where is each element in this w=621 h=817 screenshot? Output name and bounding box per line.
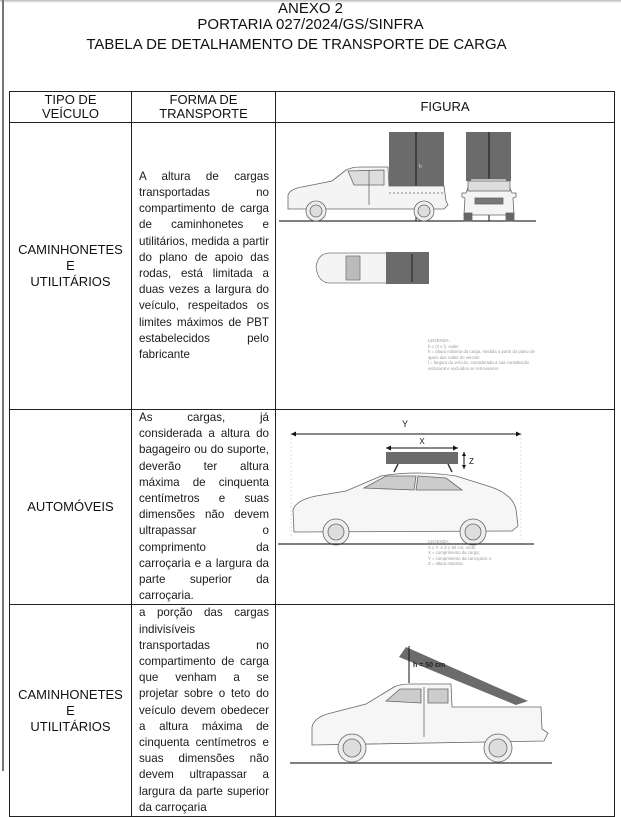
- dim-label-h: h = 50 cm: [413, 662, 446, 670]
- transport-rule-text: a porção das cargas indivisíveis transportadas no compartimento de carga que venham a se projetar sobre o teto do veículo devem obedecer a altura máxima de cinquenta centímetros e suas dimensões não devem ultrapassar a largura da parte superior da carroçaria: [139, 606, 269, 814]
- transport-rule-cell: [132, 123, 276, 410]
- header-tipo-line2: VEÍCULO: [41, 106, 100, 121]
- legend-line: LEGENDA:: [428, 338, 450, 343]
- transport-rule-text: As cargas, já considerada a altura do bagageiro ou do suporte, deverão ter altura máxima de cinquenta centímetros e suas dimensões não devem ultrapassar o comprimento da carroçaria e a largura da parte superior da carroçaria.: [139, 411, 269, 603]
- vehicle-type-cell: [10, 123, 132, 410]
- table-title: TABELA DE DETALHAMENTO DE TRANSPORTE DE CARGA: [86, 36, 507, 53]
- legend-line: LEGENDA:: [428, 539, 450, 544]
- header-tipo-de-veiculo: [10, 92, 132, 123]
- figure-cell: [276, 605, 615, 817]
- legend-line: Y = comprimento da carroçaria; e: [428, 555, 492, 561]
- figure-cell: [276, 410, 615, 605]
- legend-line: h = altura máxima da carga, medida a partir do plano de apoio das rodas do veículo: [428, 349, 535, 360]
- vehicle-type-cell: [10, 605, 132, 817]
- vehicle-type-line: UTILITÁRIOS: [30, 718, 111, 734]
- vehicle-type-line: UTILITÁRIOS: [30, 274, 111, 289]
- dim-label-y: Y: [401, 419, 409, 430]
- legend-line: X ≤ Y; e Z ≤ 50 cm; onde:: [428, 544, 477, 550]
- header-forma-de-transporte: [132, 92, 276, 123]
- figure-cell: [276, 123, 615, 410]
- pickup-front-view: [462, 179, 516, 221]
- vehicle-type-line: E: [66, 258, 75, 273]
- vehicle-type-line: E: [66, 702, 75, 718]
- roof-cargo-block: [386, 452, 458, 464]
- table-row: [10, 605, 615, 817]
- figure-legend: [428, 539, 538, 567]
- header-forma-line2: TRANSPORTE: [159, 106, 248, 121]
- table-row: [10, 410, 615, 605]
- vehicle-type-cell: [10, 410, 132, 605]
- header-forma-line1: FORMA DE: [169, 92, 238, 107]
- dim-label-x: X: [419, 437, 425, 447]
- pickup-projecting-cargo-figure: [276, 629, 615, 792]
- vehicle-type-line: AUTOMÓVEIS: [27, 499, 114, 515]
- header-figura-label: FIGURA: [420, 99, 470, 114]
- table-row: [10, 123, 615, 410]
- dim-label-z: Z: [469, 457, 474, 467]
- transport-rule-cell: [132, 410, 276, 605]
- sedan-roof-cargo-figure: [276, 414, 615, 600]
- ordinance-title: PORTARIA 027/2024/GS/SINFRA: [197, 16, 424, 33]
- legend-line: X = comprimento da carga;: [428, 550, 480, 556]
- legend-line: Z = altura máxima.: [428, 561, 464, 567]
- figure-legend: [428, 338, 536, 372]
- header-figura: [276, 92, 615, 123]
- annex-title: ANEXO 2: [277, 0, 344, 17]
- legend-line: l = largura do veículo, considerada a sua constituição estrutural e excluídos os retrovisores: [428, 360, 530, 371]
- cargo-block-top: [386, 252, 429, 284]
- cargo-transport-table: [9, 91, 615, 817]
- table-header-row: [10, 92, 615, 123]
- sedan-side-view: [293, 473, 518, 545]
- vehicle-type-line: CAMINHONETES: [18, 686, 123, 702]
- transport-rule-text: A altura de cargas transportadas no compartimento de carga de caminhonetes e utilitários, medida a partir do plano de apoio das rodas, está limitada a duas vezes a largura do veículo, respeitados os limites máximos de PBT estabelecidos pelo fabricante: [139, 169, 269, 362]
- vehicle-type-line: CAMINHONETES: [18, 242, 123, 257]
- page-left-border: [2, 0, 4, 771]
- legend-line: h ≤ (2 x l), onde:: [428, 343, 460, 349]
- dim-label-h: h: [419, 164, 422, 170]
- transport-rule-cell: [132, 605, 276, 817]
- header-tipo-line1: TIPO DE: [44, 92, 97, 107]
